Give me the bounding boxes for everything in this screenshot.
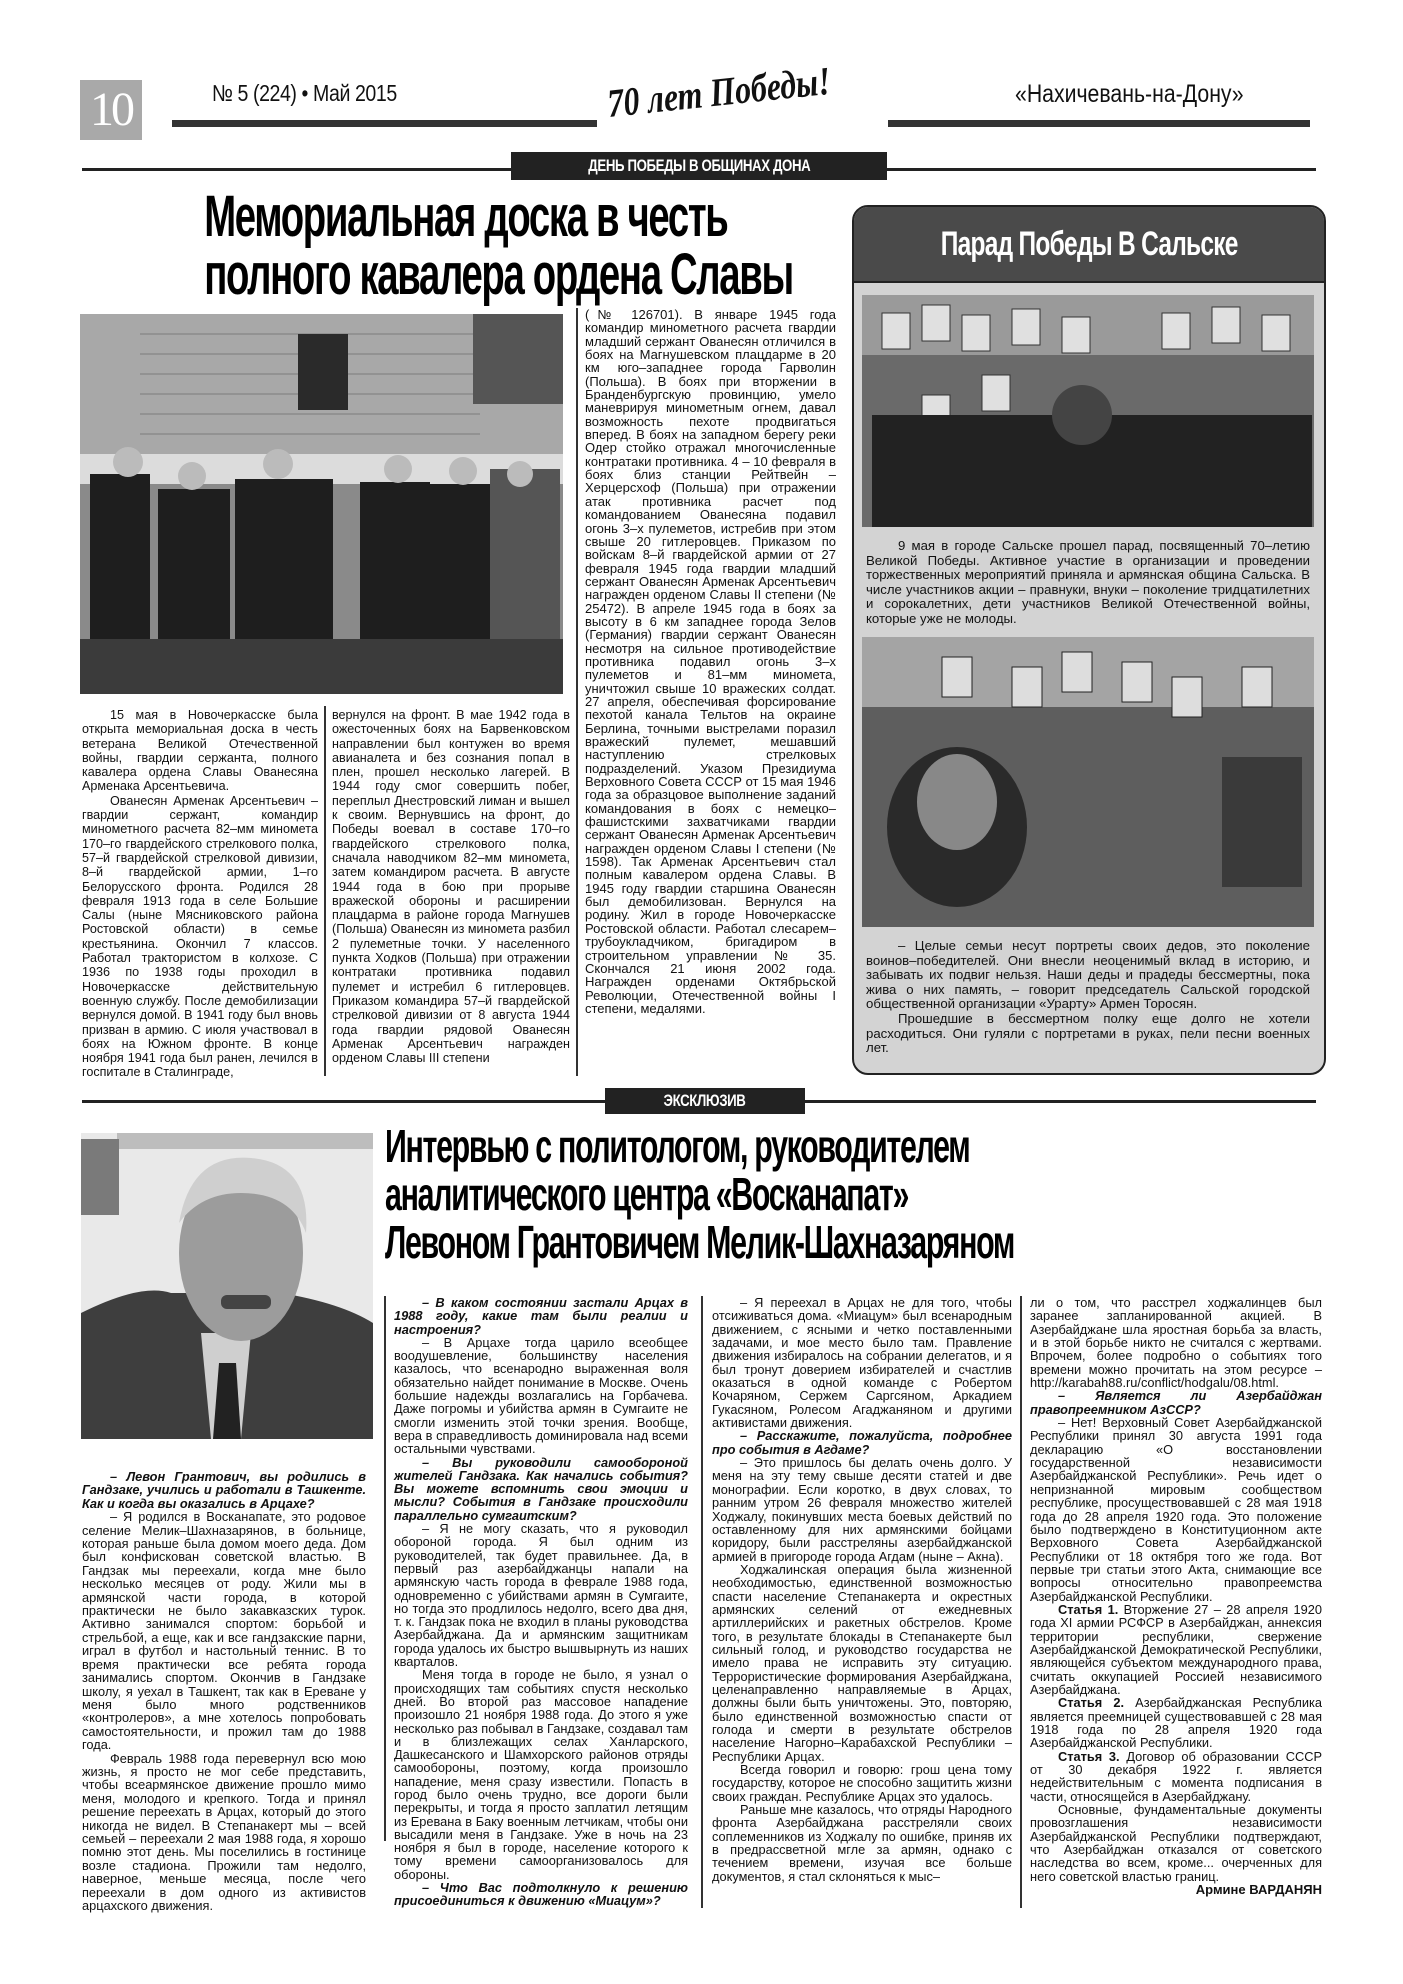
parade-photo-immortal-regiment [862, 637, 1314, 927]
interview-answer: Ходжалинская операция была жизненной необходимостью, единственной возможностью спасти население Степанакерта и окрестных армянских селений от ежедневных артиллерийских и ракетных обстрелов. Кроме того, в результате блокады в Степанакерте был сильный голод, и руководство государства не имело права не исправить эту ситуацию. Террористические формирования Азербайджана, целенаправленно направляемые в Арцах, должны были быть уничтожены. Это, повторяю, было единственной возможностью спасти от голода и смерти в результате обстрелов население Нагорно–Карабахской Республики – Республики Арцах. [712, 1561, 1012, 1764]
interview-question: – Вы руководили самообороной жителей Гандзака. Как начались события? Вы можете вспомнить свои эмоции и мысли? События в Гандзаке происходили параллельно сумгаитским? [394, 1454, 688, 1523]
section-tag-victory-day: ДЕНЬ ПОБЕДЫ В ОБЩИНАХ ДОНА [511, 152, 887, 180]
publication-name: «Нахичевань-на-Дону» [1015, 80, 1244, 108]
clause-text: Договор об образовании СССР от 30 декабря 1922 г. является недействительным с момента подписания в части, относящейся в Азербайджану. [1030, 1748, 1322, 1804]
author-byline: Армине ВАРДАНЯН [1195, 1882, 1322, 1898]
masthead-rule-left [172, 120, 597, 127]
clause-text: Вторжение 27 – 28 апреля 1920 года XI армии РСФСР в Азербайджан, аннексия территории республики, свержение Азербайджанской Демократической Республики, являющейся субъектом международного права, считать оккупацией Россией независимого Азербайджана. [1030, 1601, 1322, 1697]
interview-column-1 [82, 1470, 366, 1912]
interview-column-3 [712, 1296, 1012, 1883]
parade-sidebar-box [852, 205, 1326, 1075]
interview-answer: – Я не могу сказать, что я руководил обороной города. Я был одним из руководителей, так будет правильнее. Да, в первый раз азербайджанцы напали на армянскую часть города в феврале 1988 года, одновременно с убийствами армян в Сумгаите, но тогда это продлилось недолго, всего два дня, т. к. Гандзак пока не входил в планы руководства Азербайджана. Да и армянским защитникам города удалось их быстро вышвырнуть из наших кварталов. [394, 1521, 688, 1670]
interview-question: – Что Вас подтолкнуло к решению присоединиться к движению «Миацум»? [394, 1880, 688, 1909]
memorial-headline: Мемориальная доска в честь полного кавалера ордена Славы [204, 184, 793, 307]
issue-date: № 5 (224) • Май 2015 [212, 80, 397, 106]
section-tag-exclusive: ЭКСКЛЮЗИВ [605, 1088, 805, 1114]
article-clause [1030, 1750, 1322, 1803]
interview-answer: Основные, фундаментальные документы провозглашения независимости Азербайджанской Республики подтверждают, что Азербайджан отказался от советского наследства во всем, кроме... очерченных для него советской властью границ. [1030, 1802, 1322, 1884]
clause-label: Статья 1. [1058, 1601, 1119, 1617]
interview-answer: – Я родился в Восканапате, это родовое селение Мелик–Шахназарянов, в больнице, которая раньше была домом моего деда. Дом был конфискован советской властью. В Гандзак мы переехали, когда мне было несколько месяцев от роду. Жили мы в армянской части города, в которой практически не было закавказских турок. Активно занимался спортом: борьбой и стрельбой, а еще, как и все гандзакские парни, играл в футбол и настольный теннис. В то время практически все ребята города занимались спортом. Окончив в Гандзаке школу, я уехал в Ташкент, так как в Ереване у меня было много родственников «контролеров», а мне хотелось попробовать самостоятельности, и прожил там до 1988 года. [82, 1509, 366, 1753]
parade-caption-2 [866, 939, 1310, 1056]
interview-question: – В каком состоянии застали Арцах в 1988 году, какие там были реалии и настроения? [394, 1295, 688, 1337]
interview-question: – Левон Грантович, вы родились в Гандзаке, учились и работали в Ташкенте. Как и когда вы оказались в Арцахе? [82, 1469, 366, 1511]
photo-placeholder-graphic [80, 314, 563, 694]
slogan-70-years-victory: 70 лет Победы! [605, 57, 833, 127]
memorial-column-2 [332, 708, 570, 1065]
photo-placeholder-graphic [862, 295, 1314, 527]
parade-caption-1 [866, 539, 1310, 627]
column-divider [324, 706, 326, 1076]
memorial-group-photo [80, 314, 563, 694]
interview-answer: – Это пришлось бы делать очень долго. У меня на эту тему свыше десяти статей и две монографии. Если коротко, в двух словах, то ранним утром 26 февраля множество жителей Ходжалу, покинувших места боевых действий по оставленному для них армянскими бойцами коридору, были расстреляны азербайджанской армией в пригороде города Агдам (ныне – Акна). [712, 1455, 1012, 1564]
memorial-paragraph: вернулся на фронт. В мае 1942 года в ожесточенных боях на Барвенковском направлении был контужен во время авианалета и без сознания попал в плен, прошел несколько лагерей. В 1944 году смог совершить побег, переплыл Днестровский лиман и вышел к своим. Вернувшись на фронт, до Победы воевал в составе 170–го гвардейского стрелкового полка, сначала наводчиком 82–мм миномета, затем командиром расчета. В августе 1944 года в бою при прорыве вражеской обороны и расширении плацдарма в районе города Магнушев (Польша) Ованесян из миномета разбил 2 пулеметные точки. У населенного пункта Ходков (Польша) при отражении контратаки противника подавил пулемет и истребил 6 гитлеровцев. Приказом командира 57–й гвардейской стрелковой дивизии от 8 августа 1944 года гвардии рядовой Ованесян Арменак Арсентьевич награжден орденом Славы III степени [332, 708, 570, 1066]
photo-placeholder-graphic [81, 1133, 373, 1439]
memorial-paragraph: Ованесян Арменак Арсентьевич – гвардии сержант, командир минометного расчета 82–мм минометa 170–го гвардейского стрелкового полка, 57–й гвардейской стрелковой дивизии, 8–й гвардейской армии, 1–го Белорусского фронта. Родился 28 февраля 1913 года в селе Большие Салы (ныне Мясниковского района Ростовской области) в семье крестьянина. Окончил 7 классов. Работал трактористом в колхозе. С 1936 по 1938 годы проходил в Новочеркасске действительную военную службу. После демобилизации вернулся домой. В 1941 году был вновь призван в армию. С июля участвовал в боях на Южном фронте. В конце ноября 1941 года был ранен, лечился в госпитале в Сталинграде, [82, 793, 318, 1080]
parade-box-title: Парад Победы В Сальске [854, 207, 1324, 283]
interview-answer: Февраль 1988 года перевернул всю мою жизнь, я просто не мог себе представить, чтобы всеармянское движение прошло мимо меня, молодого и крепкого. Тогда и принял решение переехать в Арцах, который до этого никогда не видел. В Степанакерт мы – всей семьей – переехали 2 мая 1988 года, я хорошо помню этот день. Мы поселились в гостинице возле стадиона. Прожили там недолго, наверное, меньше месяца, после чего переехали в дом одного из активистов арцахского движения. [82, 1750, 366, 1913]
article-clause [1030, 1603, 1322, 1696]
article-clause [1030, 1696, 1322, 1749]
caption-paragraph: – Целые семьи несут портреты своих дедов, это поколение воинов–победителей. Они внесли неоценимый вклад в историю, и забывать их подвиг нельзя. Наши деды и прадеды бессмертны, пока жива о них память, – говорит председатель Сальской городской общественной организации «Урарту» Армен Торосян. [866, 938, 1310, 1012]
interview-answer: – В Арцахе тогда царило всеобщее воодушевление, большинству населения казалось, что всенародно выраженная воля обязательно найдет понимание в Москве. Очень большие надежды возлагались на Горбачева. Даже погромы и убийства армян в Сумгаите не смогли изменить этой точки зрения. Вообще, вера в справедливость доминировала над всеми остальными чувствами. [394, 1334, 688, 1457]
column-divider [384, 1296, 386, 1841]
memorial-paragraph: 15 мая в Новочеркасске была открыта мемориальная доска в честь ветерана Великой Отечественной войны, гвардии сержанта, полного кавалера ордена Славы Ованесяна Арменака Арсентьевича. [82, 708, 318, 794]
masthead-rule-right [888, 120, 1310, 127]
answer-continuation: ли о том, что расстрел ходжалинцев был заранее запланированной акцией. В Азербайджане шла яростная борьба за власть, и в этой борьбе никто не считался с жертвами. Впрочем, более подробно о событиях того времени можно прочитать на этом ресурсе – http://karabah88.ru/conflict/hodgalu/08.html. [1030, 1295, 1322, 1391]
interview-question: – Является ли Азербайджан правопреемником АзССР? [1030, 1388, 1322, 1417]
interview-answer: – Нет! Верховный Совет Азербайджанской Республики принял 30 августа 1991 года декларацию «О восстановлении государственной независимости Азербайджанской Республики». Речь идет о непризнанной мировым сообществом республике, просуществовавшей с 28 мая 1918 года до 28 апреля 1920 года. Это положение было подтверждено в Конституционном акте Верховного Совета Азербайджанской Республики от 18 октября того же года. Вот первые три статьи этого Акта, снимающие все вопросы относительно правопреемства Азербайджанской Республики. [1030, 1415, 1322, 1604]
photo-placeholder-graphic [862, 637, 1314, 927]
interview-column-4 [1030, 1296, 1322, 1896]
memorial-column-3 [585, 308, 836, 1015]
clause-text: Азербайджанская Республика является преемницей существовавшей с 28 мая 1918 года по 28 апреля 1920 года Азербайджанской Республики. [1030, 1695, 1322, 1751]
clause-label: Статья 2. [1058, 1695, 1125, 1711]
interview-answer: – Я переехал в Арцах не для того, чтобы отсиживаться дома. «Миацум» был всенародным движением, с ясными и четко поставленными задачами, и мое место было там. Правление движения избиралось на собрании делегатов, и я был тронут доверием избирателей и счастлив оказаться в одной команде с Робертом Кочаряном, Сержем Саргсяном, Аркадием Гукасяном, Ролесом Агаджаняном и другими активистами движения. [712, 1295, 1012, 1431]
interview-question: – Расскажите, пожалуйста, подробнее про события в Агдаме? [712, 1428, 1012, 1457]
interview-answer: Раньше мне казалось, что отряды Народного фронта Азербайджана расстреляли своих соплеменников из Ходжалу по ошибке, приняв их в предрассветной мгле за армян, однако с течением времени, изучая все больше документов, я стал склоняться к мыс– [712, 1802, 1012, 1884]
caption-paragraph: Прошедшие в бессмертном полку еще долго не хотели расходиться. Они гуляли с портретами в руках, пели песни военных лет. [866, 1010, 1310, 1056]
memorial-paragraph: (№ 126701). В январе 1945 года командир минометного расчета гвардии младший сержант Ованесян отличился в боях на Магнушевском плацдарме в 20 км юго–западнее города Гарволин (Польша). В боях при вторжении в Бранденбургскую провинцию, умело маневрируя минометным огнем, давал возможность пехоте продвигаться вперед. В боях на западном берегу реки Одер стойко отражал многочисленные контратаки противника. 4 – 10 февраля в боях близ станции Рейтвейн – Херцерсхоф (Польша) при отражении атак противника расчет под командованием Ованесяна подавил огонь 3–х пулеметов, истребив при этом свыше 20 гитлеровцев. Приказом по войскам 8–й гвардейской армии от 27 февраля 1945 года гвардии младший сержант Ованесян Арменак Арсентьевич награжден орденом Славы II степени (№ 25472). В апреле 1945 года в боях за высоту в 6 км западнее города Зелов (Германия) гвардии сержант Ованесян несмотря на сильное противодействие противника подавил огонь 3–х пулеметов и 81–мм миномета, уничтожил свыше 10 вражеских солдат. 27 апреля, обеспечивая форсирование пехотой канала Тельтов на окраине Берлина, точными выстрелами поразил вражеский пулемет, мешавший наступлению стрелковых подразделений. Указом Президиума Верховного Совета СССР от 15 мая 1946 года за образцовое выполнение заданий командования в боях с немецко–фашистскими захватчиками гвардии сержант Ованесян Арменак Арсентьевич награжден орденом Славы I степени (№ 1598). Так Арменак Арсентьевич стал полным кавалером ордена Славы. В 1945 году гвардии старшина Ованесян был демобилизован. Вернулся на родину. Жил в городе Новочеркасске Ростовской области. Работал слесарем–трубоукладчиком, бригадиром в строительном управлении № 35. Скончался 21 июня 2002 года. Награжден орденами Октябрьской Революции, Отечественной войны I степени, медалями. [585, 307, 836, 1016]
column-divider [576, 308, 578, 1076]
caption-paragraph: 9 мая в городе Сальске прошел парад, посвященный 70–летию Великой Победы. Активное участие в организации и проведении торжественных мероприятий приняла и армянская община Сальска. В числе участников акции – правнуки, внуки – поколение тридцатилетних и сорокалетних, дети участников Великой Отечественной войны, которые уже не молоды. [866, 538, 1310, 626]
interview-headline: Интервью с политологом, руководителем аналитического центра «Восканапат» Левоном Грантовичем Мелик-Шахназаряном [385, 1120, 1015, 1268]
column-divider [1020, 1296, 1022, 1908]
interviewee-portrait-photo [81, 1133, 373, 1439]
clause-label: Статья 3. [1058, 1748, 1120, 1764]
interview-answer: Меня тогда в городе не было, я узнал о происходящих там событиях спустя несколько дней. Во второй раз массовое нападение произошло 21 ноября 1988 года. До этого я уже несколько раз побывал в Гандзаке, создавал там и в близлежащих селах Ханларского, Дашкесанского и Шамхорского районов отряды самообороны, поэтому, когда произошло нападение, меня сразу известили. Попасть в город было очень трудно, все дороги были перекрыты, и тогда я просто заплатил летящим из Еревана в Баку военным летчикам, чтобы они высадили меня в Гандзаке. Уже в ночь на 23 ноября я был в городе, население которого к тому времени самоорганизовалось для обороны. [394, 1667, 688, 1882]
memorial-column-1 [82, 708, 318, 1080]
interview-answer: Всегда говорил и говорю: грош цена тому государству, которое не способно защитить жизни своих граждан. Республике Арцах это удалось. [712, 1762, 1012, 1804]
column-divider [701, 1296, 703, 1908]
parade-photo-portraits [862, 295, 1314, 527]
page-number: 10 [80, 80, 142, 140]
interview-column-2 [394, 1296, 688, 1908]
